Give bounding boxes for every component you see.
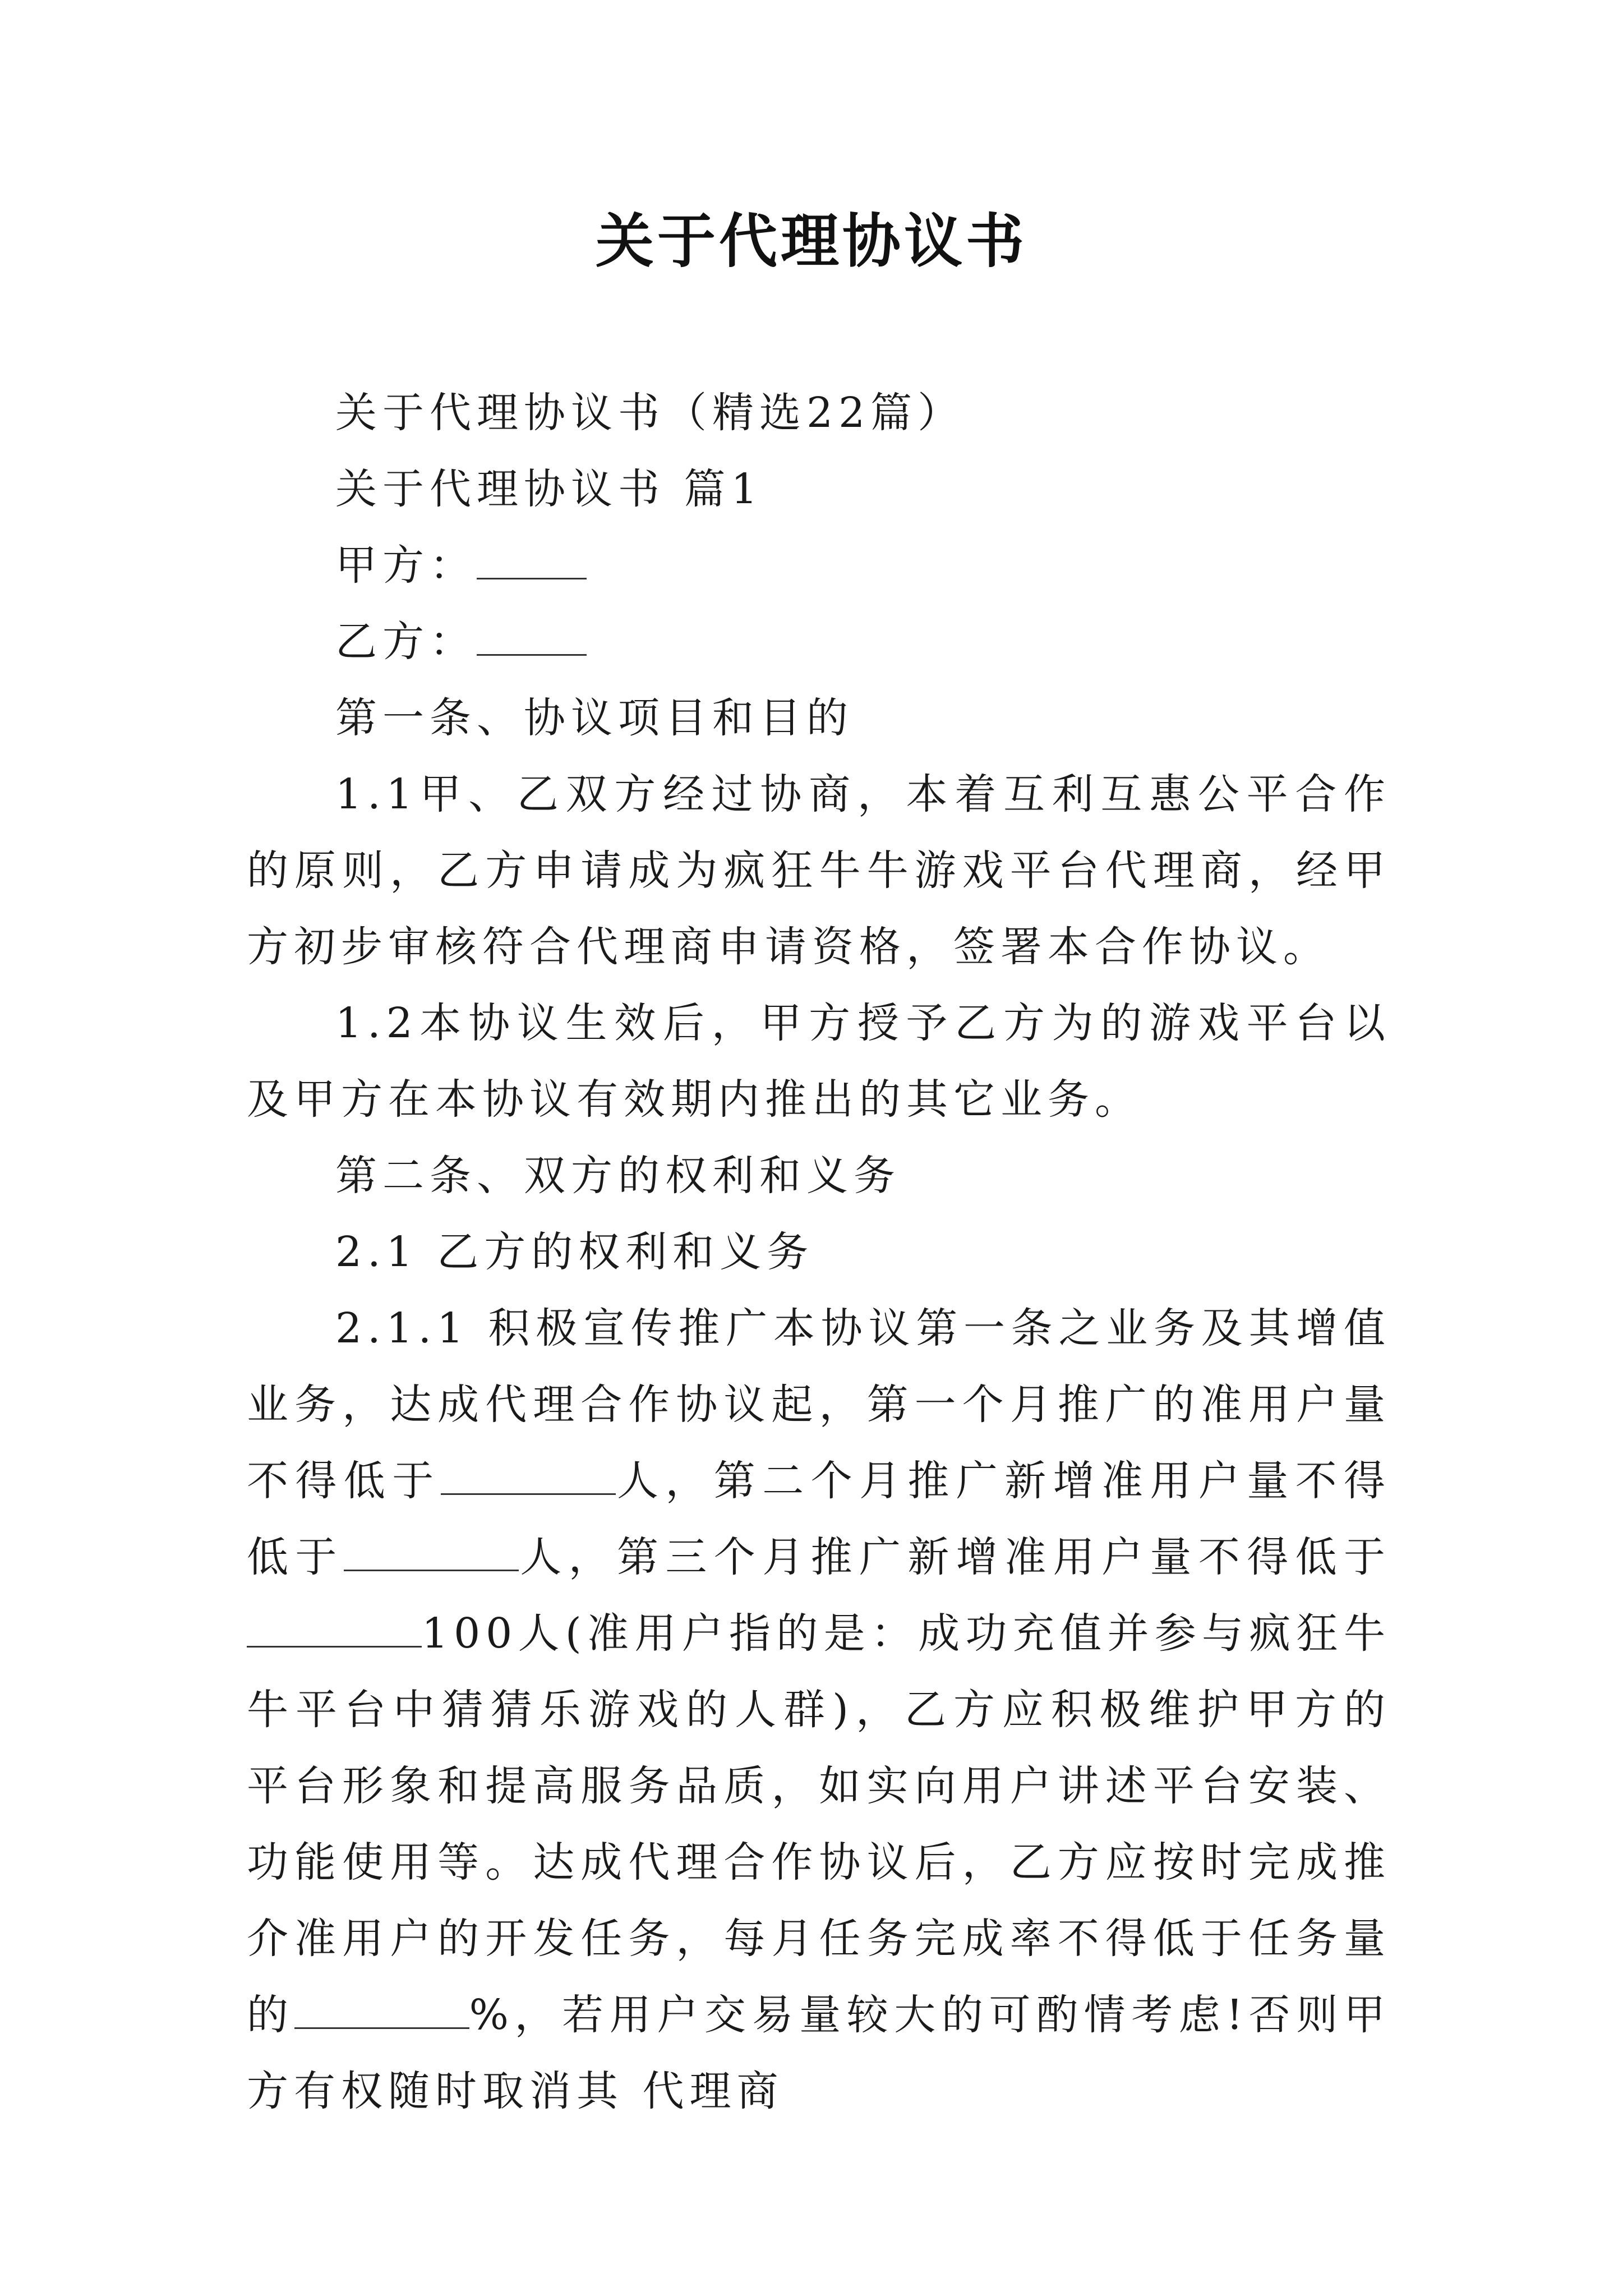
clause-2-1-1-text-4: 100人(准用户指的是：成功充值并参与疯狂牛牛平台中猜猜乐游戏的人群)，乙方应积极维护甲方的平台形象和提高服务品质，如实向用户讲述平台安装、功能使用等。达成代理合作协议后，乙方应按时完成推介准用户的开发任务，每月任务完成率不得低于任务量的 — [247, 1609, 1391, 2039]
clause-2-1-1 — [247, 1290, 1391, 2129]
clause-2-1-1-text-1: 2.1.1 积极宣传推广本协议第一条之业务及其增值业务，达成代理合作协议起，第一个月推广的准用户量不得低于 — [247, 1304, 1391, 1505]
month-1-blank — [441, 1453, 616, 1495]
party-b-line — [247, 604, 1391, 680]
article-2-heading: 第二条、双方的权利和义务 — [335, 1152, 901, 1200]
clause-1-1: 1.1甲、乙双方经过协商，本着互利互惠公平合作的原则，乙方申请成为疯狂牛牛游戏平台代理商，经甲方初步审核符合代理商申请资格，签署本合作协议。 — [247, 770, 1391, 971]
section-heading: 关于代理协议书 篇1 — [335, 465, 763, 513]
document-subtitle: 关于代理协议书（精选22篇） — [335, 389, 965, 437]
clause-2-1-1-text-5: %，若用户交易量较大的可酌情考虑!否则甲方有权随时取消其 代理商 — [247, 1991, 1391, 2115]
completion-rate-blank — [294, 1987, 469, 2029]
party-a-line — [247, 527, 1391, 604]
party-b-blank — [477, 614, 587, 656]
clause-2-1-1-text-2: 人，第二个月推广新增准用户量不得低于 — [247, 1457, 1391, 1581]
document-body — [247, 375, 1391, 2129]
month-3-blank — [247, 1605, 422, 1648]
document-title: 关于代理协议书 — [595, 206, 1027, 275]
clause-1-2: 1.2本协议生效后，甲方授予乙方为的游戏平台以及甲方在本协议有效期内推出的其它业务。 — [247, 999, 1391, 1124]
party-a-blank — [477, 537, 587, 579]
clause-2-1: 2.1 乙方的权利和义务 — [335, 1228, 814, 1276]
party-a-label: 甲方： — [335, 541, 477, 590]
article-1-heading: 第一条、协议项目和目的 — [335, 694, 854, 742]
month-2-blank — [344, 1529, 519, 1571]
party-b-label: 乙方： — [335, 618, 477, 666]
clause-2-1-1-text-3: 人，第三个月推广新增准用户量不得低于 — [518, 1533, 1391, 1581]
